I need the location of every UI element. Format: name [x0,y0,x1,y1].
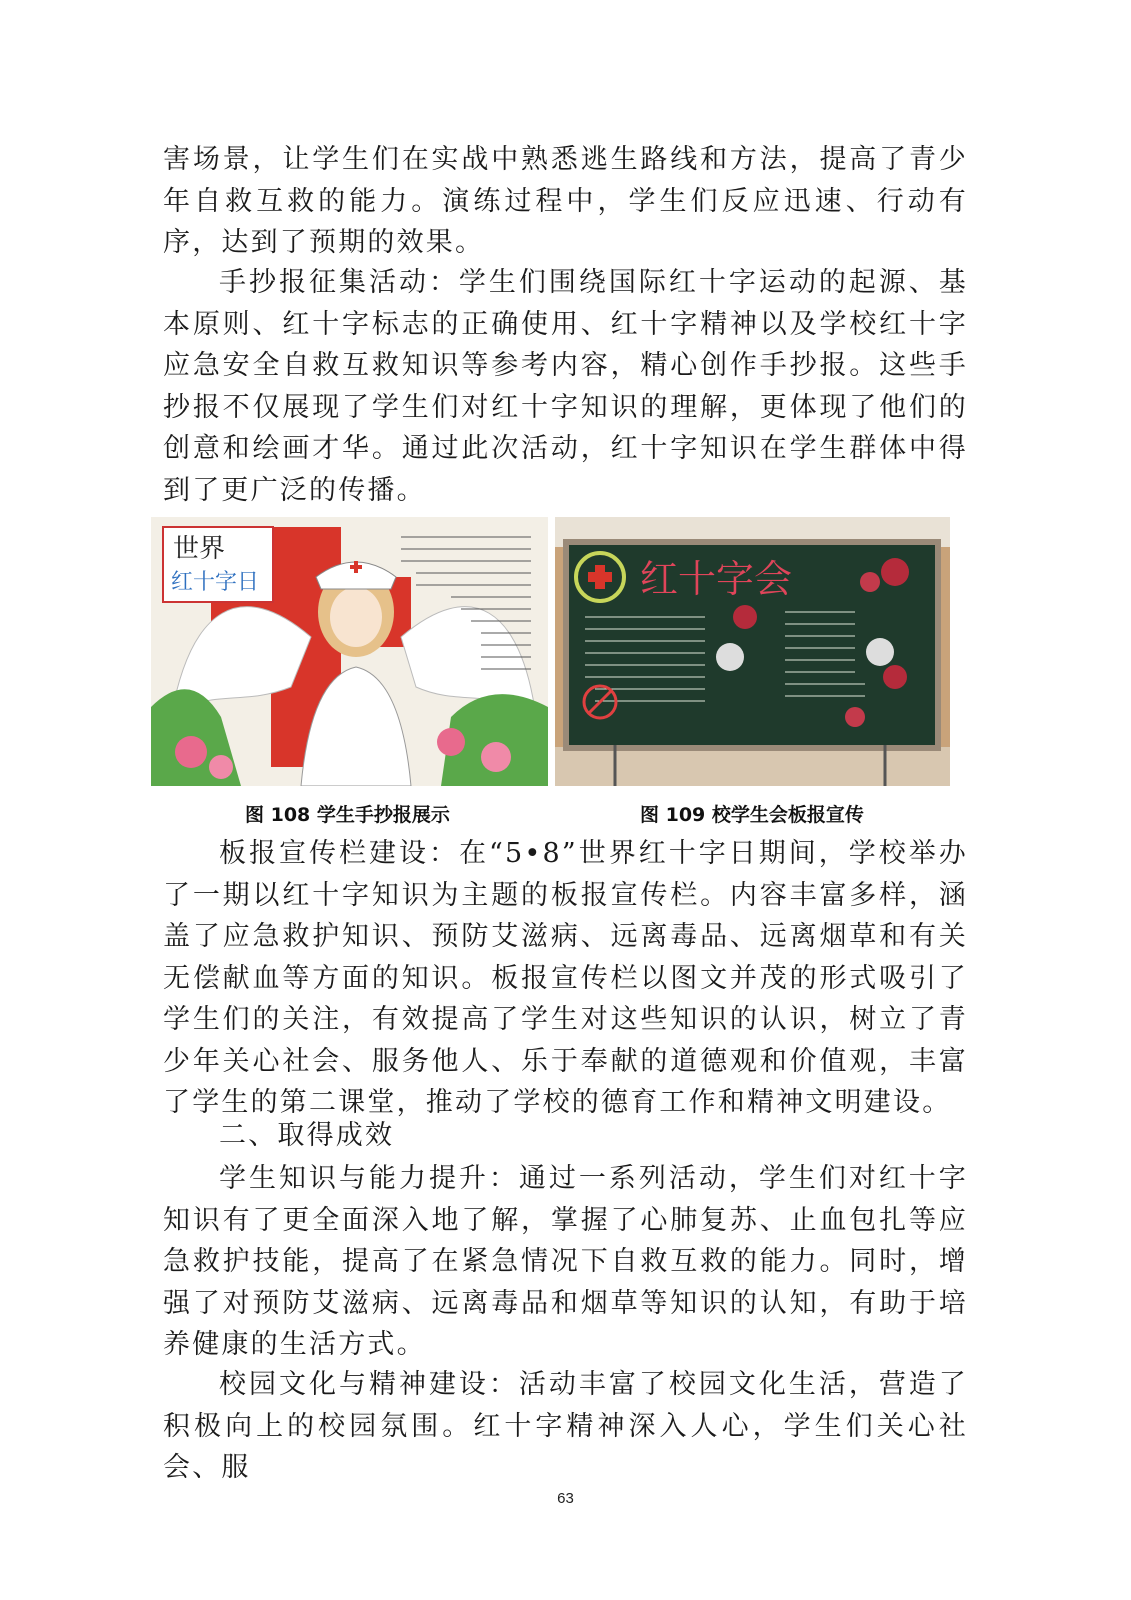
paragraph-continuation: 害场景，让学生们在实战中熟悉逃生路线和方法，提高了青少年自救互救的能力。演练过程中，学生们反应迅速、行动有序，达到了预期的效果。 [163,144,968,258]
blackboard-illustration [555,517,950,786]
handwritten-newspaper-illustration [151,517,548,786]
page-number: 63 [557,1490,574,1507]
figure-109-image [555,517,950,786]
figure-109-caption: 图 109 校学生会板报宣传 [640,804,864,826]
poster-title-line1: 世界 [173,534,226,564]
poster-title-line2: 红十字日 [171,570,260,595]
paragraph-blackboard-newspaper: 板报宣传栏建设：在“5•8”世界红十字日期间，学校举办了一期以红十字知识为主题的板报宣传栏。内容丰富多样，涵盖了应急救护知识、预防艾滋病、远离毒品、远离烟草和有关无偿献血等方面的知识。板报宣传栏以图文并茂的形式吸引了学生们的关注，有效提高了学生对这些知识的认识，树立了青少年关心社会、服务他人、乐于奉献的道德观和价值观，丰富了学生的第二课堂，推动了学校的德育工作和精神文明建设。 [163,838,968,1118]
section-heading: 二、取得成效 [219,1120,395,1151]
board-title: 红十字会 [640,557,793,601]
figure-108-image [151,517,548,786]
paragraph-knowledge-ability: 学生知识与能力提升：通过一系列活动，学生们对红十字知识有了更全面深入地了解，掌握了心肺复苏、止血包扎等应急救护技能，提高了在紧急情况下自救互救的能力。同时，增强了对预防艾滋病、远离毒品和烟草等知识的认知，有助于培养健康的生活方式。 [163,1163,968,1360]
figure-108-caption: 图 108 学生手抄报展示 [245,804,450,826]
paragraph-handwritten-newspaper: 手抄报征集活动：学生们围绕国际红十字运动的起源、基本原则、红十字标志的正确使用、红十字精神以及学校红十字应急安全自救互救知识等参考内容，精心创作手抄报。这些手抄报不仅展现了学生们对红十字知识的理解，更体现了他们的创意和绘画才华。通过此次活动，红十字知识在学生群体中得到了更广泛的传播。 [163,267,968,506]
paragraph-campus-culture: 校园文化与精神建设：活动丰富了校园文化生活，营造了积极向上的校园氛围。红十字精神深入人心，学生们关心社会、服 [163,1369,968,1483]
